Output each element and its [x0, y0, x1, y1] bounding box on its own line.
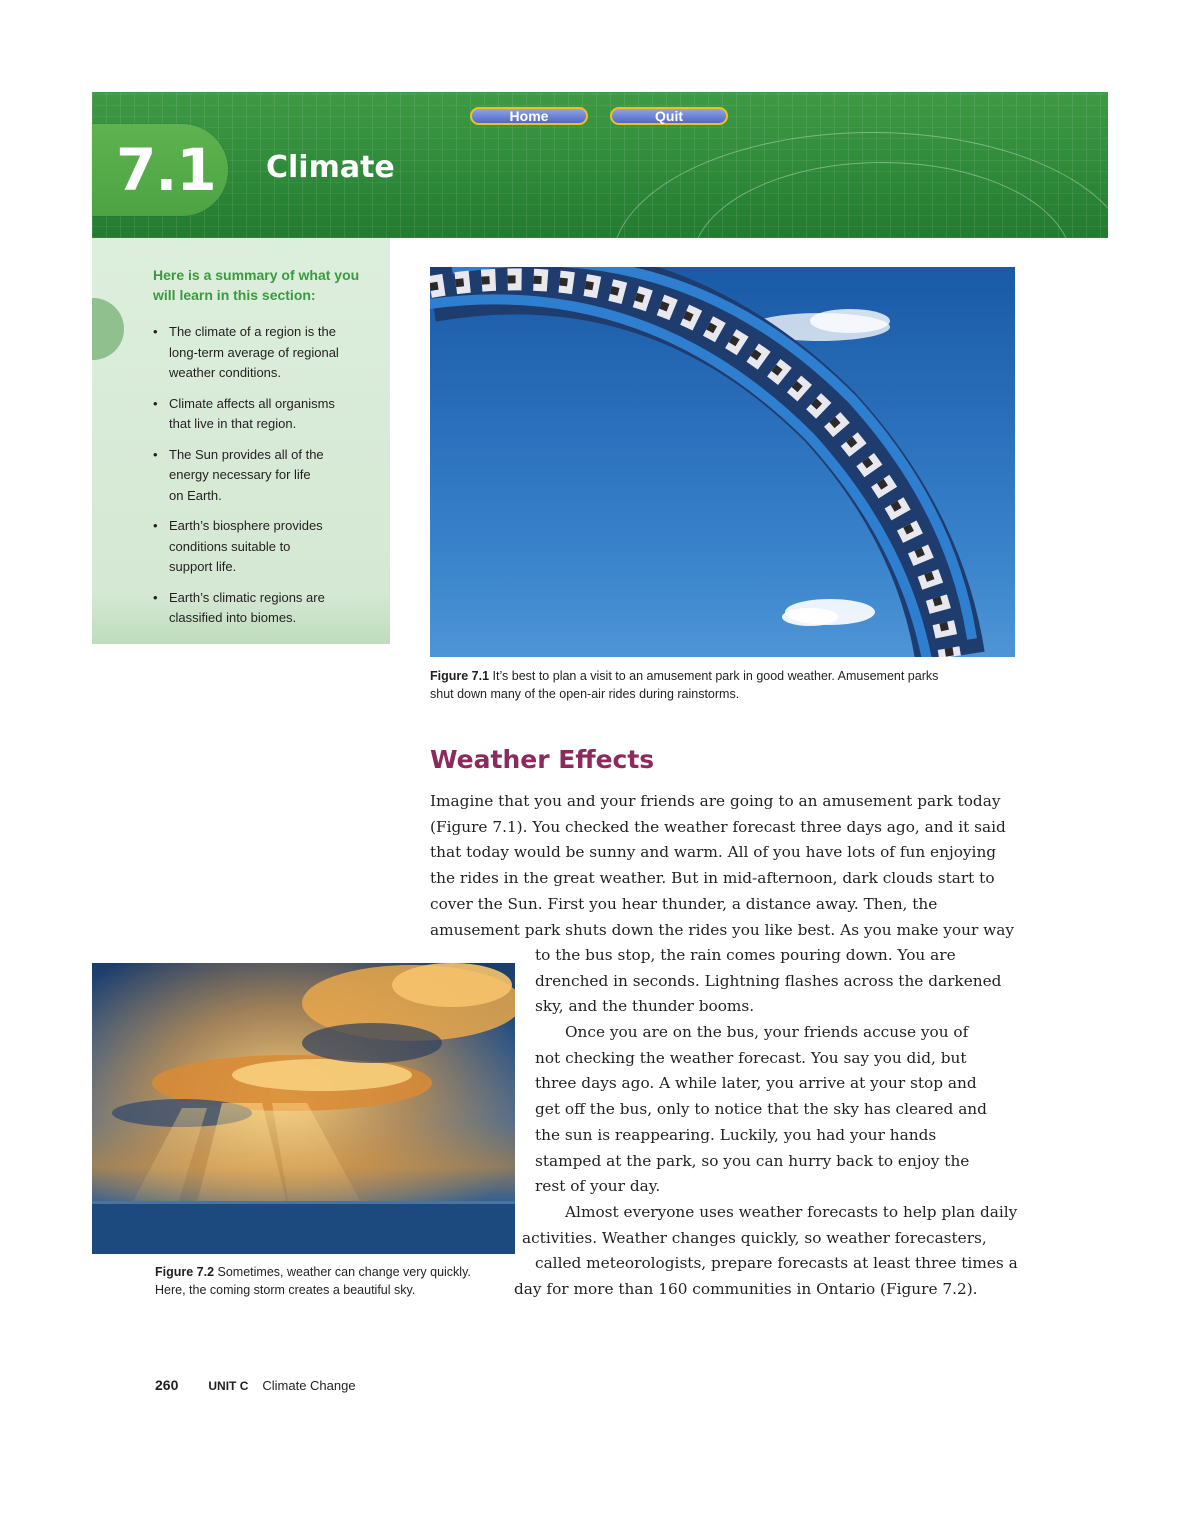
figure-storm-sky-image	[92, 963, 515, 1254]
caption-line: Here, the coming storm creates a beautiful sky.	[155, 1283, 416, 1297]
figure-label: Figure 7.1	[430, 669, 490, 683]
summary-item	[153, 445, 373, 507]
summary-item-line: classified into biomes.	[169, 610, 297, 625]
text-line: amusement park shuts down the rides you like best. As you make your way	[430, 920, 1015, 939]
summary-item	[153, 322, 373, 384]
caption-line	[155, 1263, 515, 1281]
summary-list	[153, 322, 373, 639]
summary-item-line: on Earth.	[169, 487, 222, 503]
cloud-shape	[392, 963, 512, 1007]
unit-title: Climate Change	[262, 1378, 356, 1393]
bullet-icon: •	[153, 518, 158, 533]
text-line: three days ago. A while later, you arrive at your stop and	[535, 1074, 977, 1093]
summary-item-line: long-term average of regional	[169, 344, 339, 360]
quit-button[interactable]: Quit	[610, 107, 728, 125]
figure-7-1-caption	[430, 667, 1020, 703]
sea-surface	[92, 1201, 515, 1254]
caption-line	[430, 667, 1020, 685]
text-line: get off the bus, only to notice that the sky has cleared and	[535, 1100, 987, 1119]
summary-item-line: that live in that region.	[169, 416, 297, 431]
text-line: the sun is reappearing. Luckily, you had your hands	[535, 1125, 937, 1144]
text-line: called meteorologists, prepare forecasts at least three times a	[535, 1254, 1018, 1273]
summary-item	[153, 394, 373, 435]
text-line: to the bus stop, the rain comes pouring down. You are	[535, 946, 956, 964]
bullet-icon: •	[153, 395, 158, 411]
summary-heading-line: will learn in this section:	[153, 287, 316, 303]
bullet-icon: •	[153, 324, 158, 339]
text-line: (Figure 7.1). You checked the weather forecast three days ago, and it said	[430, 817, 1006, 836]
page-footer	[155, 1377, 356, 1393]
paragraph-3	[514, 1200, 1018, 1303]
summary-item-line: Earth’s climatic regions are	[169, 589, 325, 605]
summary-item-line: The Sun provides all of the	[169, 446, 324, 462]
cloud-shape	[302, 1023, 442, 1063]
bullet-icon: •	[153, 446, 158, 462]
bullet-icon: •	[153, 589, 158, 605]
roller-coaster-illustration	[430, 267, 1015, 657]
text-line: the rides in the great weather. But in mid-afternoon, dark clouds start to	[430, 869, 995, 888]
summary-item-line: conditions suitable to	[169, 538, 291, 554]
text-line: Imagine that you and your friends are going to an amusement park today	[430, 792, 1001, 810]
figure-label: Figure 7.2	[155, 1265, 215, 1279]
summary-item-line: weather conditions.	[169, 365, 282, 380]
summary-heading-line: Here is a summary of what you	[153, 267, 360, 283]
caption-text: Sometimes, weather can change very quickly.	[214, 1265, 471, 1279]
summary-item	[153, 588, 373, 629]
section-header-band	[92, 92, 1108, 238]
text-line: day for more than 160 communities in Ontario (Figure 7.2).	[514, 1280, 978, 1299]
summary-heading	[153, 265, 383, 305]
text-line: rest of your day.	[535, 1177, 661, 1196]
unit-label: UNIT C	[208, 1379, 249, 1393]
storm-sky-illustration	[92, 963, 515, 1254]
horizon-line	[92, 1201, 515, 1204]
text-line: not checking the weather forecast. You say you did, but	[535, 1048, 967, 1067]
page-number: 260	[155, 1377, 179, 1393]
text-line: drenched in seconds. Lightning flashes across the darkened	[535, 971, 1002, 990]
summary-item-line: Climate affects all organisms	[169, 395, 335, 411]
text-line: activities. Weather changes quickly, so weather forecasters,	[522, 1228, 987, 1247]
paragraph-1-wrap	[535, 943, 1001, 1020]
summary-item-line: support life.	[169, 559, 237, 574]
caption-text: It’s best to plan a visit to an amusement park in good weather. Amusement parks	[489, 669, 939, 683]
summary-item-line: Earth’s biosphere provides	[169, 518, 323, 533]
text-line: stamped at the park, so you can hurry back to enjoy the	[535, 1151, 970, 1170]
text-line: that today would be sunny and warm. All of you have lots of fun enjoying	[430, 843, 997, 862]
cloud-shape	[232, 1059, 412, 1091]
paragraph-2	[535, 1020, 987, 1200]
summary-item-line: energy necessary for life	[169, 467, 311, 482]
section-title: Climate	[266, 150, 395, 185]
summary-item-line: The climate of a region is the	[169, 324, 336, 339]
section-heading: Weather Effects	[430, 745, 655, 774]
summary-item	[153, 516, 373, 578]
text-line: sky, and the thunder booms.	[535, 997, 755, 1016]
text-line: Once you are on the bus, your friends accuse you of	[565, 1023, 969, 1041]
caption-line: shut down many of the open-air rides during rainstorms.	[430, 687, 740, 701]
figure-7-2-caption	[155, 1263, 515, 1299]
paragraph-1	[430, 789, 1014, 943]
figure-roller-coaster-image	[430, 267, 1015, 657]
section-number: 7.1	[116, 136, 216, 204]
text-line: cover the Sun. First you hear thunder, a distance away. Then, the	[430, 894, 938, 913]
cloud-shape	[810, 309, 890, 333]
home-button[interactable]: Home	[470, 107, 588, 125]
cloud-shape	[782, 608, 838, 626]
text-line: Almost everyone uses weather forecasts to help plan daily	[565, 1203, 1018, 1221]
